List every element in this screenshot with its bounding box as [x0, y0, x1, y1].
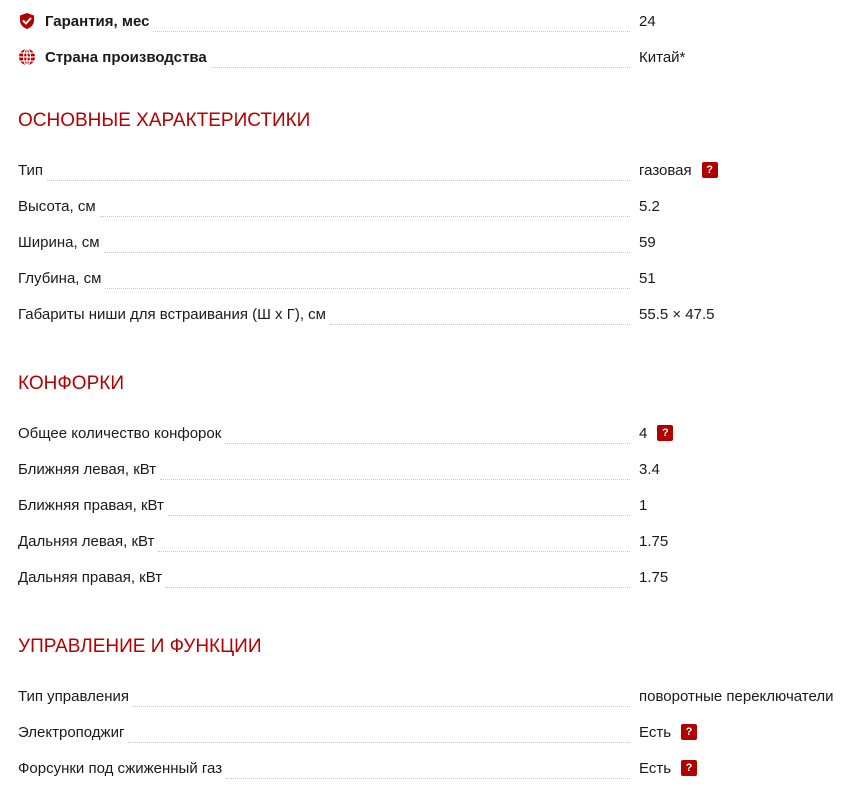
spec-value: 1 — [639, 496, 648, 514]
spec-value: 1.75 — [639, 532, 669, 550]
spec-value: 4 — [639, 424, 648, 442]
spec-value: 3.4 — [639, 460, 660, 478]
spec-label: Ближняя правая, кВт — [18, 497, 168, 514]
spec-value: 55.5 × 47.5 — [639, 305, 715, 323]
spec-value: 24 — [639, 12, 656, 30]
spec-value-cell — [639, 750, 697, 786]
spec-label: Дальняя левая, кВт — [18, 533, 158, 550]
spec-value: 59 — [639, 233, 656, 251]
dotted-leader — [153, 3, 630, 39]
spec-row-back-right — [0, 559, 854, 595]
spec-value-cell — [639, 714, 697, 750]
spec-name — [18, 188, 630, 224]
spec-row-back-left — [0, 523, 854, 559]
spec-label: Глубина, см — [18, 270, 105, 287]
spec-label: Дальняя правая, кВт — [18, 569, 166, 586]
spec-name — [18, 451, 630, 487]
dotted-leader — [211, 39, 630, 75]
spec-row-height — [0, 188, 854, 224]
spec-row-burner-count — [0, 415, 854, 451]
spec-name — [18, 296, 630, 332]
dotted-leader — [105, 260, 630, 296]
spec-row-type — [0, 152, 854, 188]
dotted-leader — [133, 678, 630, 714]
help-button[interactable]: ? — [657, 425, 673, 441]
spec-name — [18, 750, 630, 786]
spec-label: Высота, см — [18, 198, 100, 215]
help-button[interactable]: ? — [681, 724, 697, 740]
dotted-leader — [104, 224, 630, 260]
spec-name — [18, 523, 630, 559]
spec-row-ignition — [0, 714, 854, 750]
spec-label: Ближняя левая, кВт — [18, 461, 160, 478]
spec-row-niche-dimensions — [0, 296, 854, 332]
spec-label: Общее количество конфорок — [18, 425, 225, 442]
spec-row-country — [0, 39, 854, 75]
spec-row-width — [0, 224, 854, 260]
dotted-leader — [100, 188, 630, 224]
dotted-leader — [168, 487, 630, 523]
help-button[interactable]: ? — [681, 760, 697, 776]
spec-name — [18, 152, 630, 188]
spec-value: 5.2 — [639, 197, 660, 215]
spec-row-depth — [0, 260, 854, 296]
help-button[interactable]: ? — [702, 162, 718, 178]
dotted-leader — [160, 451, 630, 487]
section-title-main-characteristics: ОСНОВНЫЕ ХАРАКТЕРИСТИКИ — [18, 110, 311, 131]
dotted-leader — [158, 523, 630, 559]
section-title-burners: КОНФОРКИ — [18, 373, 124, 394]
dotted-leader — [166, 559, 630, 595]
spec-value: 1.75 — [639, 568, 669, 586]
spec-label: Страна производства — [45, 49, 211, 66]
dotted-leader — [128, 714, 630, 750]
dotted-leader — [330, 296, 630, 332]
spec-value: Есть — [639, 723, 672, 741]
spec-label: Габариты ниши для встраивания (Ш х Г), см — [18, 306, 330, 323]
dotted-leader — [226, 750, 630, 786]
spec-name — [18, 714, 630, 750]
spec-name — [18, 260, 630, 296]
spec-row-front-right — [0, 487, 854, 523]
spec-label: Тип — [18, 162, 47, 179]
spec-name — [18, 678, 630, 714]
spec-row-control-type — [0, 678, 854, 714]
spec-value: поворотные переключатели — [639, 687, 834, 705]
spec-row-warranty — [0, 3, 854, 39]
spec-name — [18, 487, 630, 523]
spec-label: Форсунки под сжиженный газ — [18, 760, 226, 777]
spec-label: Ширина, см — [18, 234, 104, 251]
spec-value: 51 — [639, 269, 656, 287]
spec-label: Тип управления — [18, 688, 133, 705]
spec-name — [18, 39, 630, 75]
spec-value: Китай* — [639, 48, 686, 66]
spec-value-cell — [639, 152, 718, 188]
spec-value-cell — [639, 415, 673, 451]
globe-icon — [18, 48, 36, 66]
spec-name — [18, 224, 630, 260]
shield-check-icon — [18, 12, 36, 30]
spec-row-lpg-nozzles — [0, 750, 854, 786]
spec-value: газовая — [639, 161, 692, 179]
spec-name — [18, 3, 630, 39]
spec-label: Электроподжиг — [18, 724, 128, 741]
spec-row-front-left — [0, 451, 854, 487]
section-title-controls: УПРАВЛЕНИЕ И ФУНКЦИИ — [18, 636, 262, 657]
spec-value: Есть — [639, 759, 672, 777]
dotted-leader — [47, 152, 630, 188]
spec-label: Гарантия, мес — [45, 13, 153, 30]
spec-name — [18, 559, 630, 595]
spec-name — [18, 415, 630, 451]
dotted-leader — [225, 415, 630, 451]
